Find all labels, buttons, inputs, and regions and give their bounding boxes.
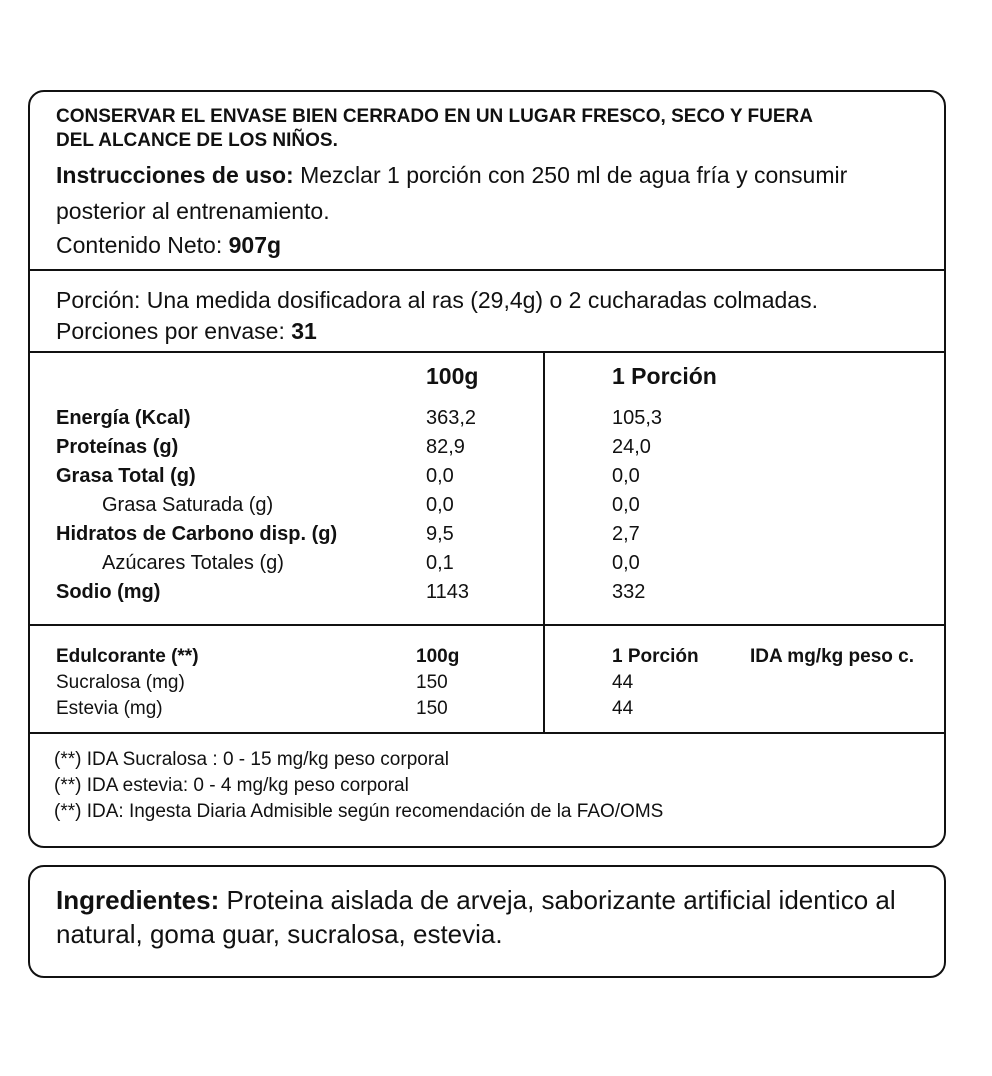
nutrient-value-100g: 9,5 [426,523,454,545]
nutrient-value-portion: 0,0 [612,552,640,574]
nutrient-label-saturated-fat: Grasa Saturada (g) [102,494,274,516]
storage-warning-line1: CONSERVAR EL ENVASE BIEN CERRADO EN UN LUGAR FRESCO, SECO Y FUERA [56,106,813,127]
nutrient-value-100g: 0,0 [426,494,454,516]
divider [30,624,944,626]
instructions [56,162,847,189]
sweetener-header-label: Edulcorante (**) [56,646,199,667]
note-sucralose-ida: (**) IDA Sucralosa : 0 - 15 mg/kg peso corporal [54,749,449,770]
nutrient-value-100g: 363,2 [426,407,477,429]
nutrient-value-100g: 82,9 [426,436,465,458]
net-content-label: Contenido Neto: [56,232,229,258]
servings-value: 31 [291,318,317,344]
note-stevia-ida: (**) IDA estevia: 0 - 4 mg/kg peso corporal [54,775,409,796]
instructions-text-line2: posterior al entrenamiento. [56,198,330,224]
divider [30,732,944,734]
column-divider [543,351,545,624]
servings-label: Porciones por envase: [56,318,292,344]
nutrient-value-portion: 105,3 [612,407,663,429]
divider [30,351,944,353]
net-content [56,232,281,259]
divider [30,269,944,271]
instructions-text-line1: Mezclar 1 porción con 250 ml de agua fría y consumir [293,162,848,188]
nutrient-label-total-sugars: Azúcares Totales (g) [102,552,284,574]
sweetener-value-100g: 150 [416,672,448,693]
nutrient-label-total-fat: Grasa Total (g) [56,465,196,487]
nutrient-value-portion: 0,0 [612,494,640,516]
nutrient-label-carbohydrates: Hidratos de Carbono disp. (g) [56,523,338,545]
nutrient-label-protein: Proteínas (g) [56,436,179,458]
sweetener-header-portion: 1 Porción [612,646,699,667]
nutrient-value-100g: 0,0 [426,465,454,487]
column-header-100g: 100g [426,363,479,389]
nutrient-value-100g: 1143 [426,581,470,603]
sweetener-label-sucralose: Sucralosa (mg) [56,672,185,693]
nutrient-value-portion: 0,0 [612,465,640,487]
ingredients-label: Ingredientes: [56,885,220,915]
sweetener-value-portion: 44 [612,698,634,719]
nutrient-value-portion: 24,0 [612,436,651,458]
net-content-value: 907g [228,232,282,258]
nutrition-label-panel [28,90,946,848]
nutrient-value-portion: 2,7 [612,523,640,545]
sweetener-header-100g: 100g [416,646,460,667]
sweetener-label-stevia: Estevia (mg) [56,698,163,719]
column-divider [543,624,545,732]
storage-warning-line2: DEL ALCANCE DE LOS NIÑOS. [56,130,338,151]
nutrient-label-energy: Energía (Kcal) [56,407,191,429]
ingredients-text: Proteina aislada de arveja, saborizante artificial identico al natural, goma guar, sucralosa, estevia. [56,885,896,949]
ingredients-panel [28,865,946,978]
sweetener-value-100g: 150 [416,698,448,719]
nutrient-value-portion: 332 [612,581,646,603]
instructions-label: Instrucciones de uso: [56,162,294,188]
column-header-portion: 1 Porción [612,363,717,389]
sweetener-header-ida: IDA mg/kg peso c. [750,646,914,667]
ingredients [56,883,936,951]
nutrient-value-100g: 0,1 [426,552,454,574]
servings-per-container [56,318,317,345]
portion-text: Porción: Una medida dosificadora al ras (29,4g) o 2 cucharadas colmadas. [56,287,818,313]
sweetener-value-portion: 44 [612,672,634,693]
nutrient-label-sodium: Sodio (mg) [56,581,161,603]
note-ida-definition: (**) IDA: Ingesta Diaria Admisible según recomendación de la FAO/OMS [54,801,664,822]
